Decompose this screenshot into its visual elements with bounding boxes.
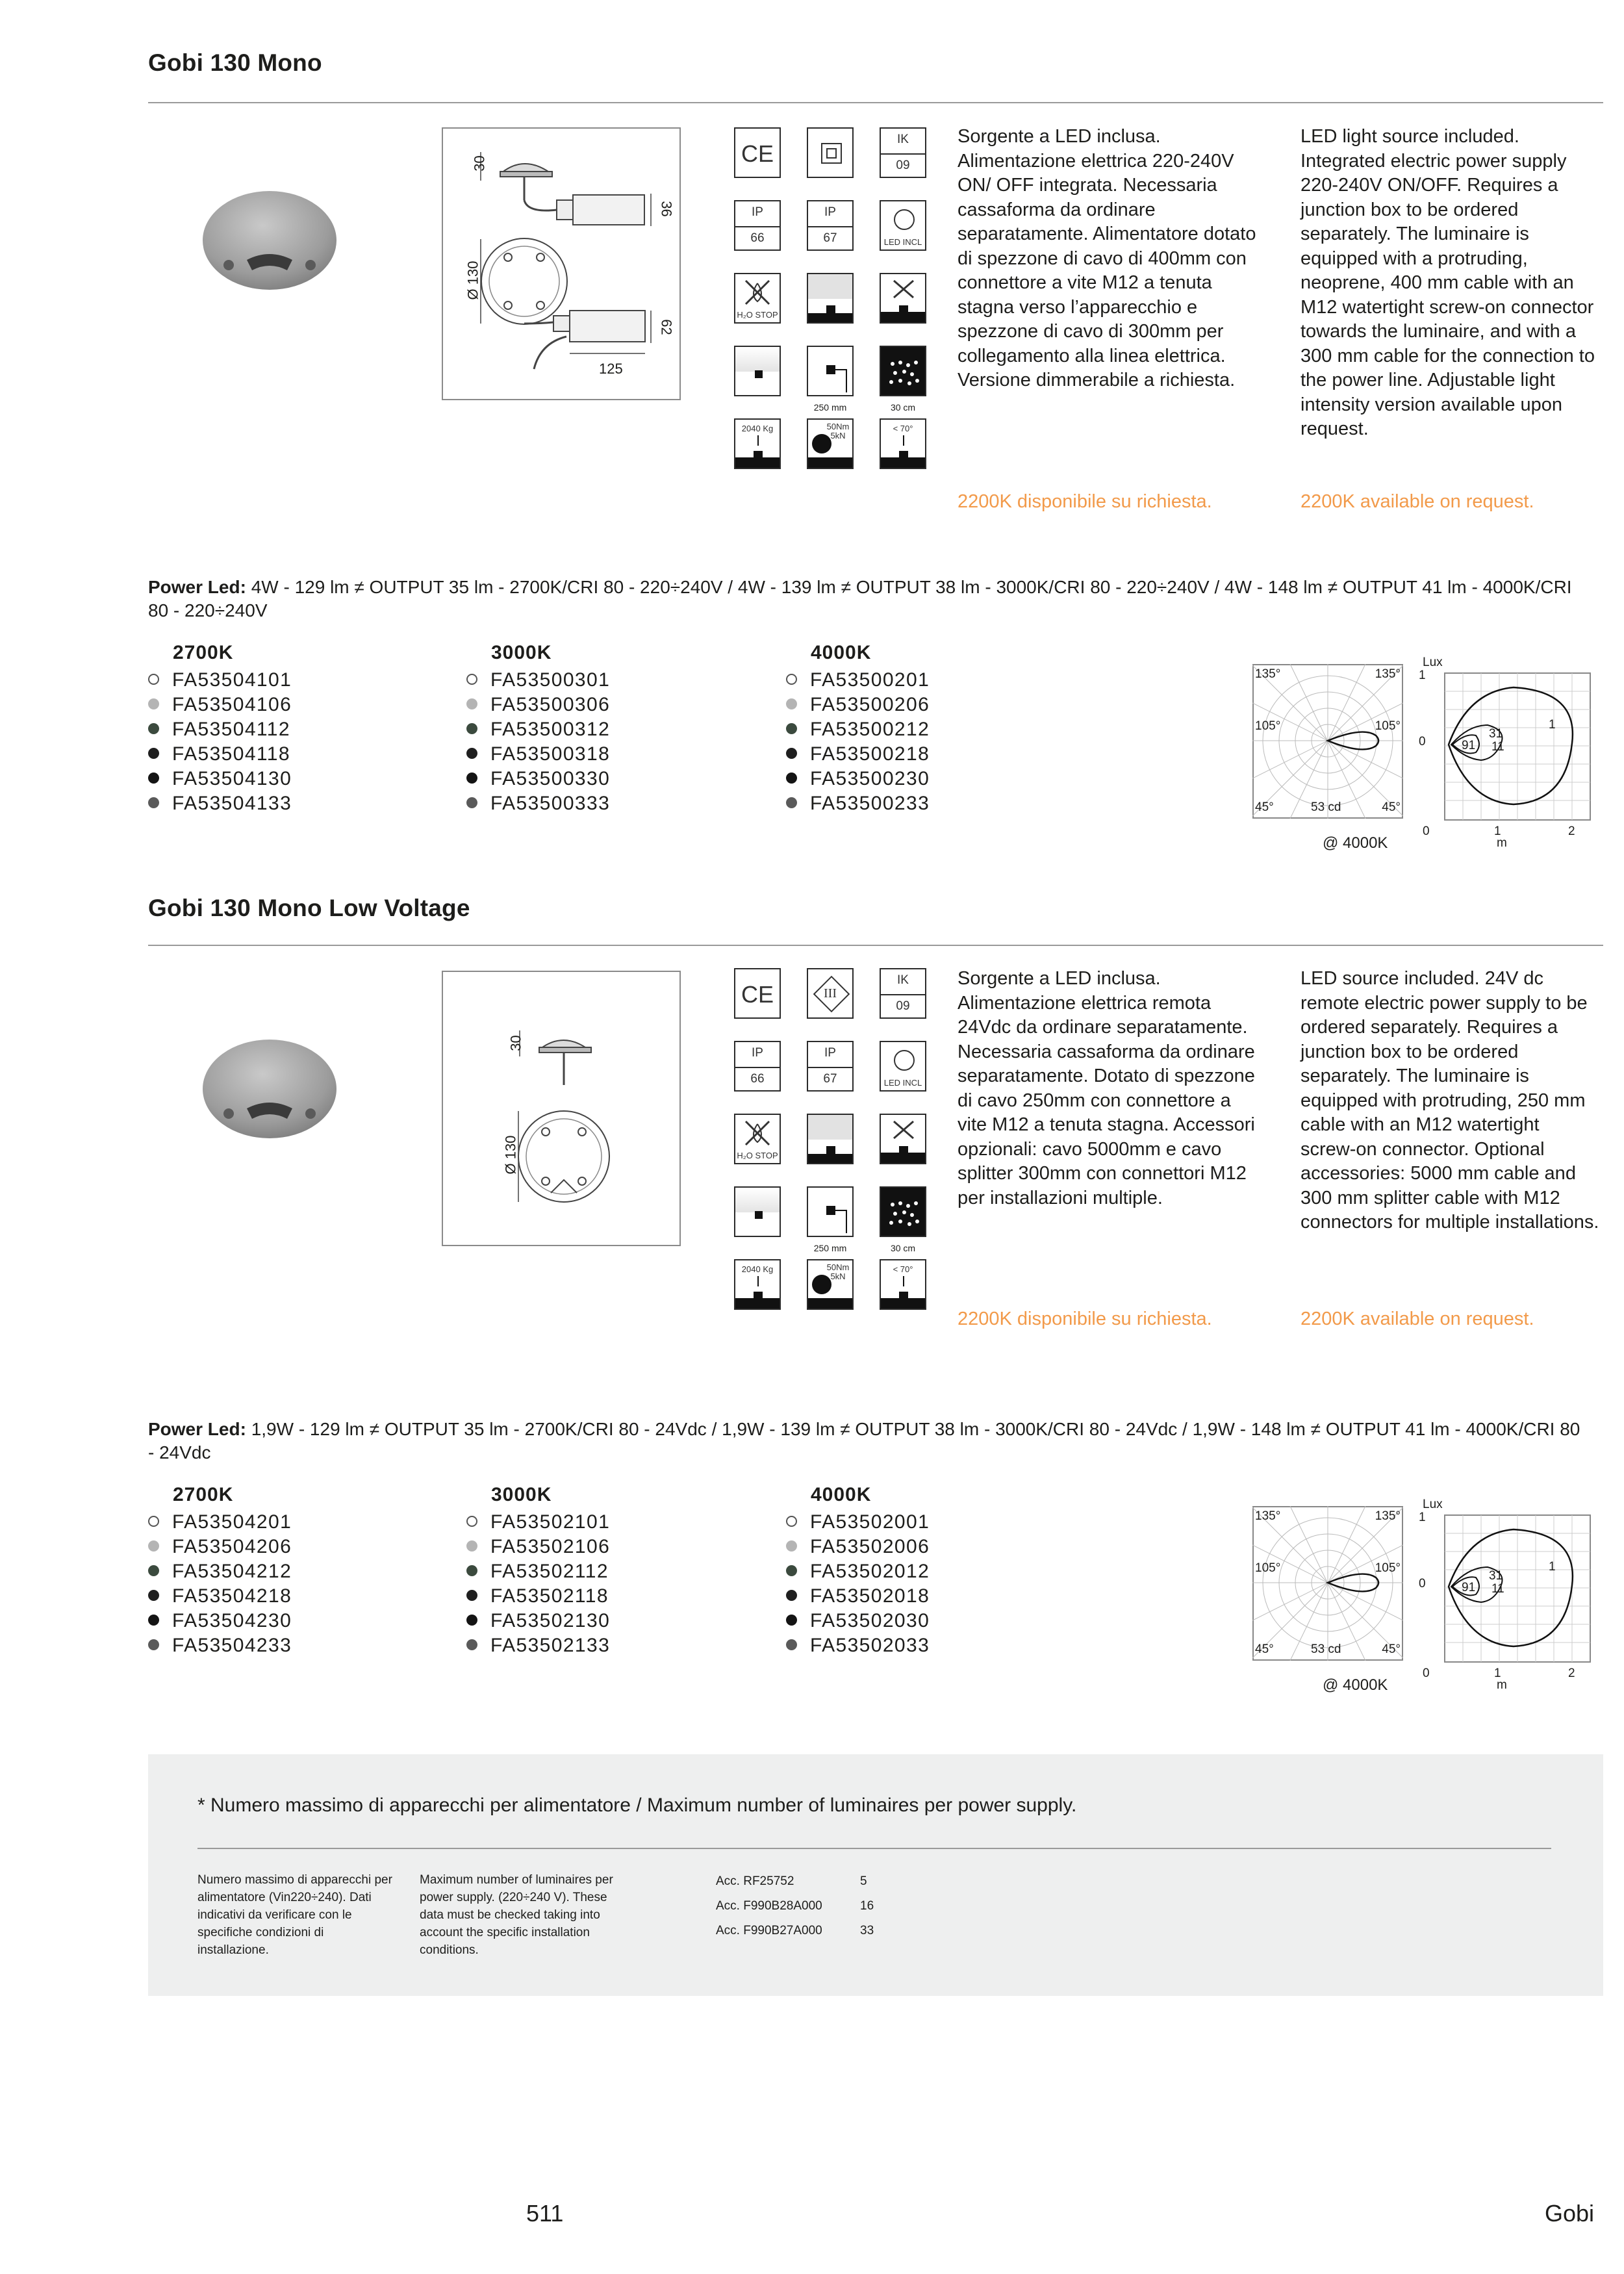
finish-dot — [466, 1590, 477, 1601]
cable-length-icon — [807, 346, 854, 396]
dim-diameter: Ø 130 — [464, 261, 481, 300]
water-stop-icon: H₂O STOP — [734, 273, 781, 324]
lux-y-tick: 1 — [1419, 1511, 1426, 1524]
finish-dot — [148, 797, 159, 808]
code-row: FA53504233 — [148, 1633, 292, 1658]
code-row: FA53502030 — [786, 1609, 930, 1633]
lux-y-tick: 0 — [1419, 1577, 1426, 1591]
code-row: FA53500218 — [786, 742, 930, 767]
spacing-pattern-icon — [880, 346, 926, 396]
finish-dot — [148, 1540, 159, 1552]
note-2200k-english: 2200K available on request. — [1300, 1309, 1534, 1329]
polar-light-distribution — [1252, 664, 1403, 819]
finish-dot — [786, 773, 797, 784]
description-italian: Sorgente a LED inclusa. Alimentazione elettrica 220-240V ON/ OFF integrata. Necessaria cassaforma da ordinare separatamente. Alimentatore dotato di spezzone di cavo di 400mm con connettore a vite M12 a tenuta stagna verso l’apparecchio e spezzone di cavo di 300mm per collegamento alla linea elettrica. Versione dimmerabile a richiesta. — [958, 126, 1256, 390]
note-2200k-italian: 2200K disponibile su richiesta. — [958, 491, 1212, 512]
lux-x-tick: 2 — [1568, 824, 1575, 838]
technical-drawing — [442, 971, 681, 1246]
accessory-table — [716, 1872, 874, 1947]
accessory-row: Acc. RF25752 5 — [716, 1874, 867, 1888]
finish-dot — [786, 748, 797, 759]
product-family-label: Gobi — [1545, 2200, 1595, 2227]
lux-diagram — [1416, 1496, 1611, 1692]
finish-dot — [786, 1639, 797, 1650]
page-number: 511 — [526, 2200, 564, 2227]
accessory-row: Acc. F990B27A000 33 — [716, 1924, 874, 1937]
column-heading: 3000K — [491, 1484, 552, 1505]
technical-drawing — [442, 127, 681, 400]
code-row: FA53500233 — [786, 791, 930, 816]
angle-label: 105° — [1255, 1561, 1281, 1575]
finish-dot — [148, 723, 159, 734]
note-2200k-english: 2200K available on request. — [1300, 491, 1534, 512]
torque-rating-icon: 50Nm 5kN — [807, 418, 854, 469]
code-row: FA53504133 — [148, 791, 292, 816]
dim-driver-height: 36 — [658, 201, 675, 217]
finish-dot — [466, 698, 477, 709]
column-heading: 2700K — [173, 642, 234, 663]
code-row: FA53504130 — [148, 767, 292, 791]
angle-label: 135° — [1255, 1509, 1281, 1523]
tilt-angle-icon: < 70° — [880, 418, 926, 469]
codes-column-4000k — [786, 1484, 930, 1658]
dim-diameter: Ø 130 — [502, 1135, 519, 1175]
note-headline: * Numero massimo di apparecchi per alimentatore / Maximum number of luminaires per power supply. — [197, 1795, 1077, 1816]
column-heading: 2700K — [173, 1484, 234, 1505]
finish-dot — [786, 1540, 797, 1552]
angle-label: 105° — [1375, 1561, 1401, 1575]
lux-x-tick: 0 — [1423, 824, 1430, 838]
intensity-label: 53 cd — [1311, 800, 1341, 814]
code-row: FA53500230 — [786, 767, 930, 791]
lux-contour-label: 11 — [1491, 1582, 1504, 1596]
power-led-specs: Power Led: 4W - 129 lm ≠ OUTPUT 35 lm - 2700K/CRI 80 - 220÷240V / 4W - 139 lm ≠ OUTPUT 38 lm - 3000K/CRI 80 - 220÷240V / 4W - 148 lm ≠ OUTPUT 41 lm - 4000K/CRI 80 - 220÷240V — [148, 577, 1572, 620]
class3-insulation-icon: III — [807, 968, 854, 1019]
ik-rating-icon: IK 09 — [880, 968, 926, 1019]
lux-contour-label: 91 — [1462, 739, 1476, 752]
code-row: FA53500312 — [466, 717, 610, 742]
code-row: FA53504201 — [148, 1510, 292, 1535]
finish-dot — [148, 1639, 159, 1650]
led-included-icon: LED INCL — [880, 200, 926, 251]
angle-label: 135° — [1375, 1509, 1401, 1523]
finish-dot — [466, 674, 477, 685]
lux-contour-label: 11 — [1491, 740, 1504, 754]
lux-x-tick: 0 — [1423, 1667, 1430, 1680]
column-heading: 4000K — [811, 642, 872, 663]
finish-dot — [466, 748, 477, 759]
lux-x-tick: 2 — [1568, 1667, 1575, 1680]
finish-dot — [466, 723, 477, 734]
finish-dot — [148, 1565, 159, 1576]
power-led-specs: Power Led: 1,9W - 129 lm ≠ OUTPUT 35 lm - 2700K/CRI 80 - 24Vdc / 1,9W - 139 lm ≠ OUTPUT 38 lm - 3000K/CRI 80 - 24Vdc / 1,9W - 148 lm ≠ OUTPUT 41 lm - 4000K/CRI 80 - 24Vdc — [148, 1419, 1580, 1463]
lux-x-unit: m — [1497, 1678, 1507, 1692]
codes-column-2700k — [148, 642, 292, 816]
lux-contour-label: 1 — [1549, 718, 1556, 732]
lux-contour-label: 31 — [1489, 1569, 1503, 1583]
note-divider — [197, 1848, 1551, 1849]
lux-y-tick: 0 — [1419, 735, 1426, 748]
dim-height: 30 — [507, 1035, 524, 1051]
section-divider — [148, 945, 1603, 946]
lux-axis-title: Lux — [1423, 1498, 1443, 1511]
code-row: FA53504112 — [148, 717, 292, 742]
code-row: FA53504106 — [148, 693, 292, 717]
accessory-row: Acc. F990B28A000 16 — [716, 1899, 874, 1913]
tilt-angle-icon: < 70° — [880, 1259, 926, 1310]
spacing-label: 30 cm — [890, 1243, 916, 1253]
code-row: FA53502112 — [466, 1559, 610, 1584]
lux-contour-label: 31 — [1489, 727, 1503, 741]
water-stop-icon: H₂O STOP — [734, 1114, 781, 1164]
angle-label: 45° — [1255, 1642, 1274, 1656]
finish-dot — [786, 1590, 797, 1601]
polar-caption: @ 4000K — [1323, 834, 1388, 852]
description-italian: Sorgente a LED inclusa. Alimentazione elettrica remota 24Vdc da ordinare separatamente. Necessaria cassaforma da ordinare separatamente. Dotato di spezzone di cavo 250mm con connettore a vite M12 a tenuta stagna. Accessori opzionali: cavo 5000mm e cavo splitter 300mm con connettori M12 per installazioni multiple. — [958, 968, 1255, 1208]
codes-column-2700k — [148, 1484, 292, 1658]
finish-dot — [466, 773, 477, 784]
finish-dot — [786, 1516, 797, 1527]
load-rating-icon: 2040 Kg — [734, 1259, 781, 1310]
column-heading: 4000K — [811, 1484, 872, 1505]
section-title: Gobi 130 Mono Low Voltage — [148, 895, 470, 921]
code-row: FA53500306 — [466, 693, 610, 717]
angle-label: 45° — [1382, 1642, 1401, 1656]
code-row: FA53504212 — [148, 1559, 292, 1584]
dim-driver-length: 125 — [599, 361, 623, 377]
finish-dot — [786, 674, 797, 685]
cable-length-label: 250 mm — [813, 402, 847, 413]
note-english: Maximum number of luminaires per power supply. (220÷240 V). These data must be checked taking into account the specific installation conditions. — [420, 1873, 613, 1957]
ce-mark-icon: CE — [734, 968, 781, 1019]
codes-column-3000k — [466, 642, 610, 816]
code-row: FA53500301 — [466, 668, 610, 693]
finish-dot — [466, 1615, 477, 1626]
finish-dot — [786, 723, 797, 734]
ce-mark-icon: CE — [734, 127, 781, 178]
spacing-pattern-icon — [880, 1186, 926, 1237]
codes-column-3000k — [466, 1484, 610, 1658]
lux-y-tick: 1 — [1419, 669, 1426, 682]
product-photo — [201, 188, 338, 292]
power-supply-note-box — [148, 1754, 1603, 1996]
code-row: FA53504206 — [148, 1535, 292, 1559]
code-row: FA53502006 — [786, 1535, 930, 1559]
code-row: FA53500206 — [786, 693, 930, 717]
lux-x-tick: 1 — [1494, 1667, 1501, 1680]
description-english: LED light source included. Integrated electric power supply 220-240V ON/OFF. Requires a junction box to be ordered separately. The luminaire is equipped with a protruding, neoprene, 400 mm cable with an M12 watertight screw-on connector towards the luminaire, and with a 300 mm cable for the connection to the power line. Adjustable light intensity version available upon request. — [1300, 126, 1595, 439]
finish-dot — [466, 797, 477, 808]
angle-label: 45° — [1255, 800, 1274, 814]
finish-dot — [148, 748, 159, 759]
code-row: FA53502133 — [466, 1633, 610, 1658]
codes-column-4000k — [786, 642, 930, 816]
section-divider — [148, 102, 1603, 103]
code-row: FA53500330 — [466, 767, 610, 791]
lux-x-unit: m — [1497, 836, 1507, 850]
finish-dot — [466, 1639, 477, 1650]
finish-dot — [466, 1540, 477, 1552]
note-2200k-italian: 2200K disponibile su richiesta. — [958, 1309, 1212, 1329]
note-italian: Numero massimo di apparecchi per alimentatore (Vin220÷240). Dati indicativi da verificare con le specifiche condizioni di installazione. — [197, 1873, 392, 1957]
ip67-icon: IP 67 — [807, 200, 854, 251]
led-included-icon: LED INCL — [880, 1041, 926, 1092]
lux-axis-title: Lux — [1423, 656, 1443, 669]
no-cover-icon — [880, 273, 926, 324]
finish-dot — [786, 797, 797, 808]
finish-dot — [786, 1565, 797, 1576]
code-row: FA53502106 — [466, 1535, 610, 1559]
polar-light-distribution — [1252, 1506, 1403, 1661]
product-photo — [201, 1037, 338, 1141]
torque-rating-icon: 50Nm 5kN — [807, 1259, 854, 1310]
finish-dot — [148, 1615, 159, 1626]
load-rating-icon: 2040 Kg — [734, 418, 781, 469]
code-row: FA53502130 — [466, 1609, 610, 1633]
finish-dot — [148, 1516, 159, 1527]
class2-insulation-icon — [807, 127, 854, 178]
no-cover-icon — [880, 1114, 926, 1164]
code-row: FA53502118 — [466, 1584, 610, 1609]
finish-dot — [786, 1615, 797, 1626]
finish-dot — [148, 698, 159, 709]
code-row: FA53504218 — [148, 1584, 292, 1609]
finish-dot — [148, 1590, 159, 1601]
ik-rating-icon: IK 09 — [880, 127, 926, 178]
polar-caption: @ 4000K — [1323, 1676, 1388, 1694]
code-row: FA53502001 — [786, 1510, 930, 1535]
column-heading: 3000K — [491, 642, 552, 663]
light-beam-icon — [734, 1186, 781, 1237]
lux-diagram — [1416, 654, 1611, 850]
dim-driver-depth: 62 — [658, 319, 675, 335]
ip66-icon: IP 66 — [734, 1041, 781, 1092]
code-row: FA53504101 — [148, 668, 292, 693]
angle-label: 105° — [1375, 719, 1401, 733]
code-row: FA53502101 — [466, 1510, 610, 1535]
code-row: FA53500318 — [466, 742, 610, 767]
cable-length-icon — [807, 1186, 854, 1237]
lux-contour-label: 1 — [1549, 1560, 1556, 1574]
code-row: FA53500212 — [786, 717, 930, 742]
lux-contour-label: 91 — [1462, 1581, 1476, 1594]
light-beam-icon — [734, 346, 781, 396]
code-row: FA53502033 — [786, 1633, 930, 1658]
code-row: FA53502012 — [786, 1559, 930, 1584]
code-row: FA53500333 — [466, 791, 610, 816]
intensity-label: 53 cd — [1311, 1642, 1341, 1656]
code-row: FA53500201 — [786, 668, 930, 693]
angle-label: 135° — [1375, 667, 1401, 681]
spacing-label: 30 cm — [890, 402, 916, 413]
finish-dot — [148, 674, 159, 685]
angle-label: 135° — [1255, 667, 1281, 681]
recessed-ground-icon — [807, 273, 854, 324]
angle-label: 105° — [1255, 719, 1281, 733]
recessed-ground-icon — [807, 1114, 854, 1164]
ip66-icon: IP 66 — [734, 200, 781, 251]
angle-label: 45° — [1382, 800, 1401, 814]
section-title: Gobi 130 Mono — [148, 49, 322, 76]
finish-dot — [148, 773, 159, 784]
code-row: FA53502018 — [786, 1584, 930, 1609]
code-row: FA53504230 — [148, 1609, 292, 1633]
lux-x-tick: 1 — [1494, 824, 1501, 838]
finish-dot — [786, 698, 797, 709]
cable-length-label: 250 mm — [813, 1243, 847, 1253]
finish-dot — [466, 1565, 477, 1576]
ip67-icon: IP 67 — [807, 1041, 854, 1092]
code-row: FA53504118 — [148, 742, 292, 767]
description-english: LED source included. 24V dc remote electric power supply to be ordered separately. Requires a junction box to be ordered separately. The luminaire is equipped with protruding, 250 mm cable with an M12 watertight screw-on connector. Optional accessories: 5000 mm cable and 300 mm splitter cable with M12 connectors for multiple installations. — [1300, 968, 1599, 1233]
finish-dot — [466, 1516, 477, 1527]
dim-height: 30 — [471, 155, 488, 172]
